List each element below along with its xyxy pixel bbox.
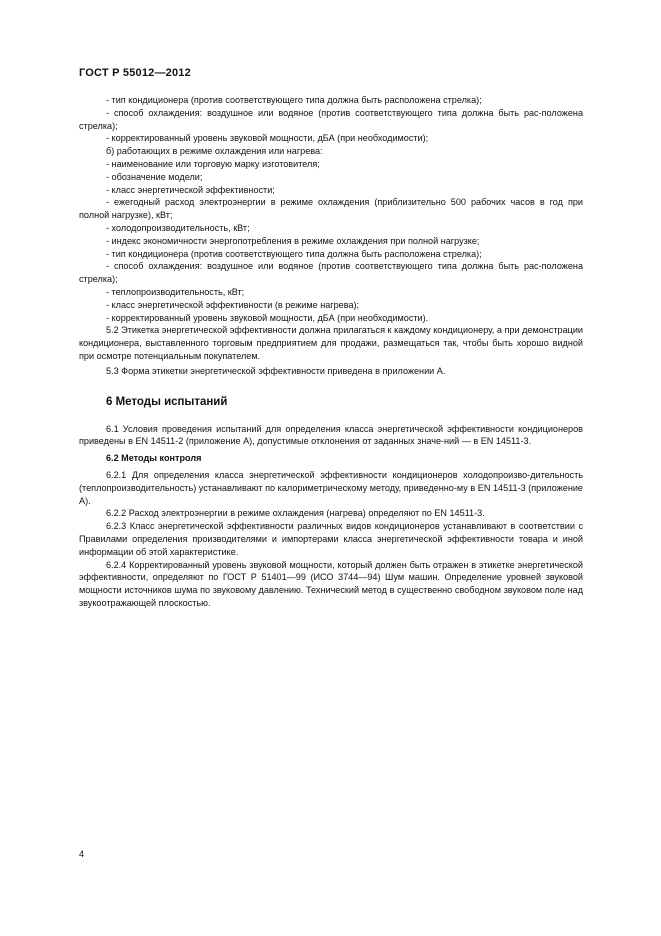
- clause-5-2: 5.2 Этикетка энергетической эффективности должна прилагаться к каждому кондиционеру, а при демонстрации кондиционера, выставленного торговым предприятием для продажи, размещаться так, чтобы быть хорошо видной при осмотре потенциальным покупателем.: [79, 325, 583, 361]
- clause-6-2-3: 6.2.3 Класс энергетической эффективности различных видов кондиционеров устанавливают в соответствии с Правилами определения производителями и импортерами класса энергетической эффективности товара и иной информации об этой характеристике.: [79, 521, 583, 557]
- list-item: - класс энергетической эффективности (в режиме нагрева);: [106, 299, 360, 310]
- list-item: - корректированный уровень звуковой мощности, дБА (при необходимости).: [106, 312, 429, 323]
- list-item: - корректированный уровень звуковой мощности, дБА (при необходимости);: [106, 133, 429, 144]
- clause-6-2-1: 6.2.1 Для определения класса энергетической эффективности кондиционеров холодопроизво-дительность (теплопроизводительность) устанавливают по калориметрическому методу, приведенно-му в EN 14511-3 (приложение А).: [79, 469, 583, 506]
- clause-6-2-2: 6.2.2 Расход электроэнергии в режиме охлаждения (нагрева) определяют по EN 14511-3.: [106, 508, 485, 519]
- list-item: - тип кондиционера (против соответствующего типа должна быть расположена стрелка);: [106, 95, 482, 105]
- list-item: - холодопроизводительность, кВт;: [106, 222, 250, 233]
- page-number: 4: [79, 849, 85, 859]
- list-item: - ежегодный расход электроэнергии в режиме охлаждения (приблизительно 500 рабочих часов в год при полной нагрузке), кВт;: [79, 197, 583, 221]
- list-item: - индекс экономичности энергопотребления в режиме охлаждения при полной нагрузке;: [106, 235, 480, 246]
- list-item: - способ охлаждения: воздушное или водяное (против соответствующего типа должна быть рас-положена стрелка);: [79, 261, 583, 285]
- list-item: - класс энергетической эффективности;: [106, 184, 275, 195]
- clause-5-3: 5.3 Форма этикетки энергетической эффективности приведена в приложении А.: [106, 365, 446, 376]
- clause-6-1: 6.1 Условия проведения испытаний для определения класса энергетической эффективности кондиционеров приведены в EN 14511-2 (приложение А), допустимые отклонения от заданных значе-ний — в EN 14511-3.: [79, 423, 583, 447]
- list-item: - способ охлаждения: воздушное или водяное (против соответствующего типа должна быть рас-положена стрелка);: [79, 107, 583, 131]
- clause-6-2-heading: 6.2 Методы контроля: [106, 453, 202, 464]
- list-item: - тип кондиционера (против соответствующего типа должна быть расположена стрелка);: [106, 248, 482, 259]
- section-6-heading: 6 Методы испытаний: [106, 395, 228, 408]
- list-subheading: б) работающих в режиме охлаждения или нагрева:: [106, 146, 323, 157]
- document-body: [79, 94, 583, 610]
- standard-header: ГОСТ Р 55012—2012: [79, 67, 191, 79]
- list-item: - теплопроизводительность, кВт;: [106, 286, 245, 297]
- list-item: - обозначение модели;: [106, 171, 203, 182]
- clause-6-2-4: 6.2.4 Корректированный уровень звуковой мощности, который должен быть отражен в этикетке энергетической эффективности, определяют по ГОСТ Р 51401—99 (ИСО 3744—94) Шум машин. Определение уровней звуковой мощности источников шума по звуковому давлению. Технический метод в существенно свободном звуковом поле над звукоотражающей плоскостью.: [79, 559, 583, 608]
- list-item: - наименование или торговую марку изготовителя;: [106, 158, 320, 169]
